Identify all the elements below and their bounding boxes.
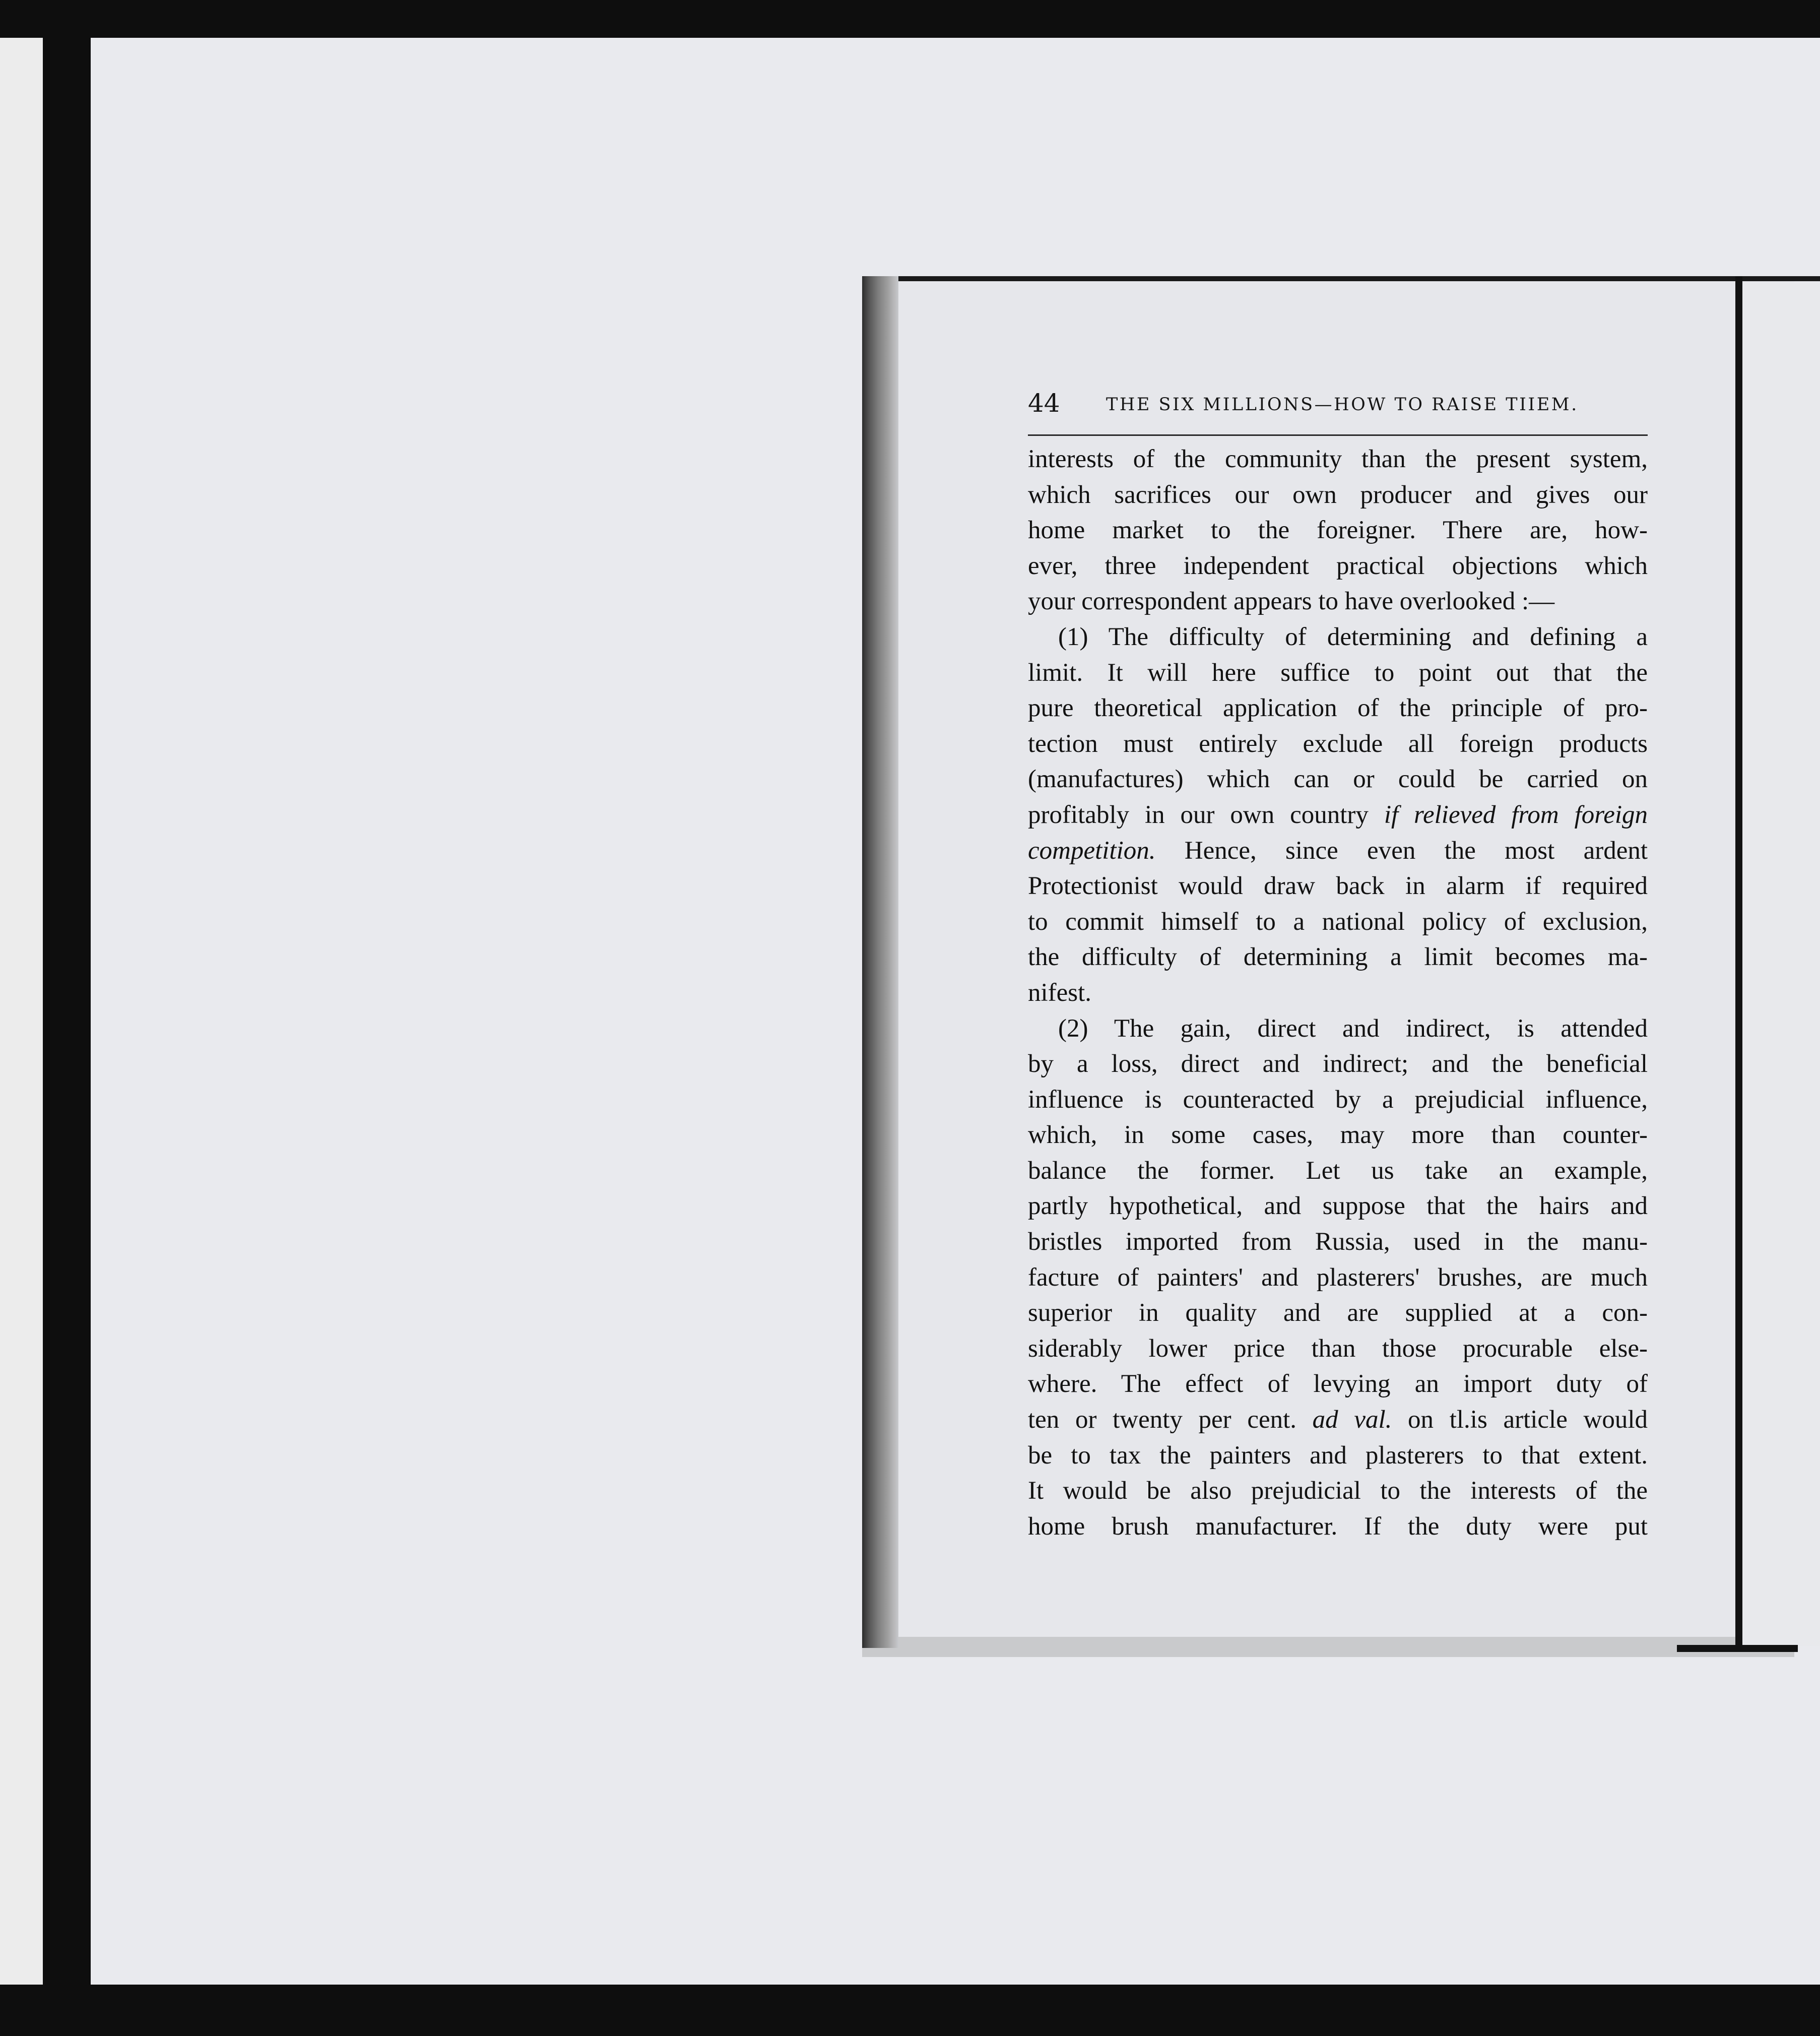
page-gutter-shadow <box>862 276 898 1648</box>
scan-edge-left <box>0 38 43 1985</box>
page-number: 44 <box>1028 389 1060 418</box>
italic-abbrev: ad val. <box>1312 1406 1392 1434</box>
text-line: It would be also prejudicial to the interests of the <box>1028 1477 1648 1505</box>
italic-phrase: if relieved from foreign <box>1384 800 1648 829</box>
page-right-rule-foot <box>1677 1645 1798 1652</box>
text-line: nifest. <box>1028 978 1092 1007</box>
scan-border-bottom <box>0 1985 1820 2036</box>
page-bottom-edge <box>862 1637 1794 1657</box>
text-line: home market to the foreigner. There are, how- <box>1028 516 1648 545</box>
text-line: Protectionist would draw back in alarm if required <box>1028 872 1648 901</box>
text-line: ever, three independent practical objections which <box>1028 551 1648 580</box>
text-line: limit. It will here suffice to point out that the <box>1028 658 1648 687</box>
text-line: facture of painters' and plasterers' brushes, are much <box>1028 1263 1648 1292</box>
text-line: influence is counteracted by a prejudicial influence, <box>1028 1085 1648 1114</box>
text-line: siderably lower price than those procurable else- <box>1028 1334 1648 1363</box>
text-line: where. The effect of levying an import duty of <box>1028 1370 1648 1398</box>
text-line: which sacrifices our own producer and gives our <box>1028 480 1648 509</box>
text-line-mixed <box>1028 833 1648 869</box>
facing-page-top-rule <box>1735 276 1820 281</box>
text-line: pure theoretical application of the principle of pro- <box>1028 694 1648 723</box>
text-run: on tl.is article would <box>1408 1406 1648 1434</box>
page-right-rule <box>1735 276 1742 1651</box>
running-head <box>1028 388 1648 418</box>
text-line: which, in some cases, may more than counter- <box>1028 1121 1648 1150</box>
text-line: interests of the community than the present system, <box>1028 445 1648 473</box>
text-line-mixed <box>1028 797 1648 833</box>
facing-page-edge <box>1742 282 1820 1646</box>
scan-border-top <box>0 0 1820 38</box>
header-rule <box>1028 434 1648 436</box>
text-line: (manufactures) which can or could be carried on <box>1028 765 1648 794</box>
text-line: partly hypothetical, and suppose that the hairs and <box>1028 1192 1648 1221</box>
text-line: tection must entirely exclude all foreign products <box>1028 729 1648 758</box>
scan-border-left <box>43 38 91 1985</box>
paragraph-2-first-line: (2) The gain, direct and indirect, is attended <box>1058 1014 1648 1043</box>
running-title: THE SIX MILLIONS—HOW TO RAISE TIIEM. <box>1106 395 1579 415</box>
text-line: superior in quality and are supplied at a con- <box>1028 1299 1648 1327</box>
text-run: ten or twenty per cent. <box>1028 1406 1297 1434</box>
page-body-text <box>1028 441 1648 1544</box>
text-line: home brush manufacturer. If the duty were put <box>1028 1512 1648 1541</box>
text-run: Hence, since even the most ardent <box>1184 836 1648 865</box>
text-line: to commit himself to a national policy of exclusion, <box>1028 907 1648 936</box>
text-line-mixed <box>1028 1402 1648 1438</box>
text-line: your correspondent appears to have overlooked :— <box>1028 587 1555 616</box>
text-line: be to tax the painters and plasterers to that extent. <box>1028 1441 1648 1470</box>
text-run: profitably in our own country <box>1028 800 1369 829</box>
text-line: by a loss, direct and indirect; and the beneficial <box>1028 1050 1648 1078</box>
paragraph-1-first-line: (1) The difficulty of determining and defining a <box>1058 622 1648 651</box>
text-line: the difficulty of determining a limit becomes ma- <box>1028 943 1648 972</box>
text-line: balance the former. Let us take an example, <box>1028 1156 1648 1185</box>
italic-word: competition. <box>1028 836 1156 865</box>
text-line: bristles imported from Russia, used in the manu- <box>1028 1228 1648 1256</box>
